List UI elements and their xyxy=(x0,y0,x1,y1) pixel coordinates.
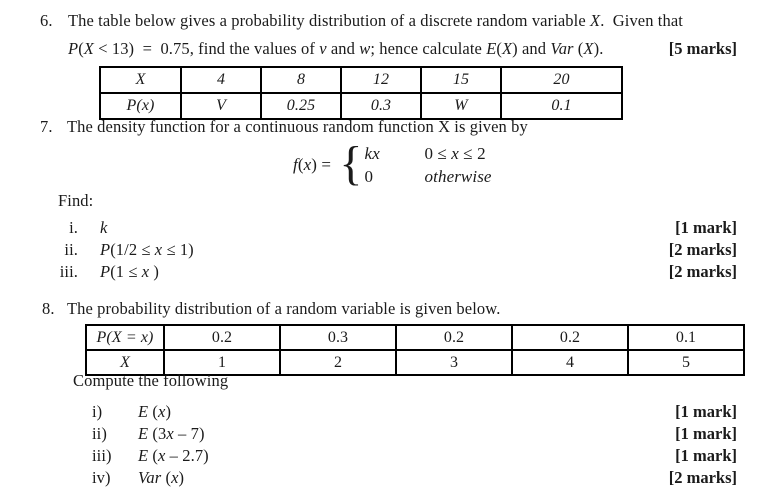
table-cell: P(X = x) xyxy=(86,325,164,350)
cases-block xyxy=(365,142,492,188)
table-cell: 0.2 xyxy=(164,325,280,350)
item-expression: k xyxy=(100,218,108,237)
question-6-marks-badge: [5 marks] xyxy=(668,39,737,58)
table-cell: 0.1 xyxy=(628,325,744,350)
table-cell: X xyxy=(86,350,164,375)
table-cell: 0.2 xyxy=(512,325,628,350)
marks-badge: [2 marks] xyxy=(668,468,737,487)
item-numeral: i. xyxy=(69,218,78,237)
table-cell: 1 xyxy=(164,350,280,375)
q6-probability-table xyxy=(99,66,623,120)
formula-lhs: f(x) = xyxy=(293,155,336,174)
case-row xyxy=(365,142,492,165)
marks-badge: [1 mark] xyxy=(675,424,737,443)
table-cell: 15 xyxy=(421,67,501,93)
item-expression: P(1/2 ≤ x ≤ 1) xyxy=(100,240,194,259)
item-expression: E (3x – 7) xyxy=(138,424,205,443)
q8-probability-table xyxy=(85,324,745,376)
table-cell: 4 xyxy=(512,350,628,375)
q7-item-iii xyxy=(0,262,774,282)
marks-badge: [1 mark] xyxy=(675,218,737,237)
table-cell: V xyxy=(181,93,261,119)
table-cell: 0.3 xyxy=(280,325,396,350)
item-numeral: i) xyxy=(92,402,103,421)
table-cell: 5 xyxy=(628,350,744,375)
marks-badge: [2 marks] xyxy=(668,240,737,259)
q8-item-ii xyxy=(0,424,774,444)
compute-label: Compute the following xyxy=(73,371,229,390)
table-cell: 2 xyxy=(280,350,396,375)
marks-badge: [1 mark] xyxy=(675,446,737,465)
table-cell: 0.25 xyxy=(261,93,341,119)
case-expression: 0 xyxy=(364,167,374,186)
question-6-text-line1: The table below gives a probability distribution of a discrete random variable X. Given that xyxy=(68,11,683,30)
case-condition: 0 ≤ x ≤ 2 xyxy=(424,144,486,163)
q7-item-ii xyxy=(0,240,774,260)
question-8-text: The probability distribution of a random variable is given below. xyxy=(67,299,501,318)
marks-badge: [2 marks] xyxy=(668,262,737,281)
table-cell: 0.3 xyxy=(341,93,421,119)
q8-item-iv xyxy=(0,468,774,488)
table-cell: 12 xyxy=(341,67,421,93)
table-cell: P(x) xyxy=(100,93,181,119)
q6-table-row-px xyxy=(100,93,622,119)
case-condition: otherwise xyxy=(424,167,492,186)
cases-brace: { xyxy=(339,137,363,191)
q7-item-i xyxy=(0,218,774,238)
table-cell: 0.1 xyxy=(501,93,622,119)
q6-table-row-x xyxy=(100,67,622,93)
q8-table-row-p xyxy=(86,325,744,350)
table-cell: 3 xyxy=(396,350,512,375)
question-6-number: 6. xyxy=(40,11,53,30)
question-6-text-line2: P(X < 13) = 0.75, find the values of v and w; hence calculate E(X) and Var (X). xyxy=(68,39,604,58)
question-8-number: 8. xyxy=(42,299,55,318)
item-expression: E (x – 2.7) xyxy=(138,446,209,465)
question-7-number: 7. xyxy=(40,117,53,136)
item-numeral: iii. xyxy=(59,262,78,281)
q8-item-iii xyxy=(0,446,774,466)
question-7-text: The density function for a continuous random function X is given by xyxy=(67,117,528,136)
q8-item-i xyxy=(0,402,774,422)
table-cell: 0.2 xyxy=(396,325,512,350)
table-cell: W xyxy=(421,93,501,119)
item-expression: Var (x) xyxy=(138,468,185,487)
item-numeral: ii) xyxy=(92,424,107,443)
item-numeral: iii) xyxy=(92,446,112,465)
item-expression: P(1 ≤ x ) xyxy=(100,262,160,281)
item-numeral: iv) xyxy=(92,468,111,487)
case-row xyxy=(365,165,492,188)
table-cell: X xyxy=(100,67,181,93)
item-expression: E (x) xyxy=(138,402,172,421)
table-cell: 8 xyxy=(261,67,341,93)
case-expression: kx xyxy=(364,144,380,163)
find-label: Find: xyxy=(58,191,94,210)
table-cell: 20 xyxy=(501,67,622,93)
marks-badge: [1 mark] xyxy=(675,402,737,421)
item-numeral: ii. xyxy=(64,240,78,259)
density-function-formula xyxy=(293,139,492,191)
table-cell: 4 xyxy=(181,67,261,93)
